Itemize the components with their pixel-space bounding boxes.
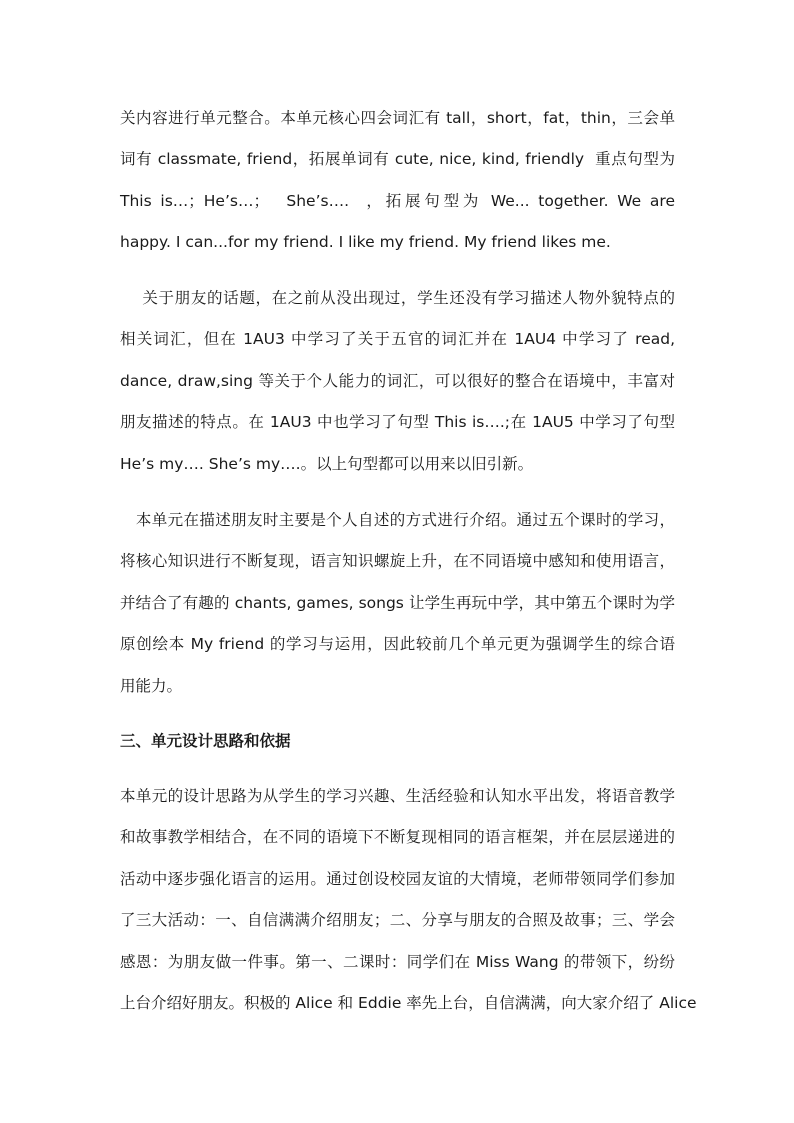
paragraph-4-line-6: 上台介绍好朋友。积极的 Alice 和 Eddie 率先上台，自信满满，向大家介绍了 Alice (120, 994, 697, 1012)
paragraph-1-line-3: This is…；He’s…； She’s…. ，拓展句型为 We... together. We are (120, 192, 675, 210)
paragraph-4-line-1: 本单元的设计思路为从学生的学习兴趣、生活经验和认知水平出发，将语音教学 (120, 787, 675, 805)
paragraph-4-line-3: 活动中逐步强化语言的运用。通过创设校园友谊的大情境，老师带领同学们参加 (120, 870, 675, 888)
paragraph-1-line-2: 词有 classmate, friend，拓展单词有 cute, nice, kind, friendly 重点句型为 (120, 150, 675, 168)
paragraph-2-line-2: 相关词汇，但在 1AU3 中学习了关于五官的词汇并在 1AU4 中学习了 read, (120, 330, 675, 348)
paragraph-2-line-1: 关于朋友的话题，在之前从没出现过，学生还没有学习描述人物外貌特点的 (120, 289, 675, 307)
paragraph-4-line-2: 和故事教学相结合，在不同的语境下不断复现相同的语言框架，并在层层递进的 (120, 828, 675, 846)
paragraph-1-line-1: 关内容进行单元整合。本单元核心四会词汇有 tall，short，fat，thin，三会单 (120, 109, 675, 127)
paragraph-3-line-3: 并结合了有趣的 chants, games, songs 让学生再玩中学，其中第五个课时为学 (120, 594, 675, 612)
paragraph-3-line-2: 将核心知识进行不断复现，语言知识螺旋上升，在不同语境中感知和使用语言， (120, 552, 675, 570)
paragraph-2-line-3: dance, draw,sing 等关于个人能力的词汇，可以很好的整合在语境中，丰富对 (120, 372, 675, 390)
paragraph-4-line-4: 了三大活动：一、自信满满介绍朋友；二、分享与朋友的合照及故事；三、学会 (120, 911, 675, 929)
paragraph-1-line-4: happy. I can...for my friend. I like my friend. My friend likes me. (120, 233, 611, 251)
paragraph-3-line-4: 原创绘本 My friend 的学习与运用，因此较前几个单元更为强调学生的综合语 (120, 635, 675, 653)
paragraph-2-line-4: 朋友描述的特点。在 1AU3 中也学习了句型 This is….;在 1AU5 中学习了句型 (120, 413, 675, 431)
paragraph-3-line-5: 用能力。 (120, 677, 183, 695)
section-heading: 三、单元设计思路和依据 (120, 732, 291, 750)
paragraph-2-line-5: He’s my…. She’s my….。以上句型都可以用来以旧引新。 (120, 455, 534, 473)
paragraph-3-line-1: 本单元在描述朋友时主要是个人自述的方式进行介绍。通过五个课时的学习， (120, 511, 675, 529)
paragraph-4-line-5: 感恩：为朋友做一件事。第一、二课时：同学们在 Miss Wang 的带领下，纷纷 (120, 953, 675, 971)
